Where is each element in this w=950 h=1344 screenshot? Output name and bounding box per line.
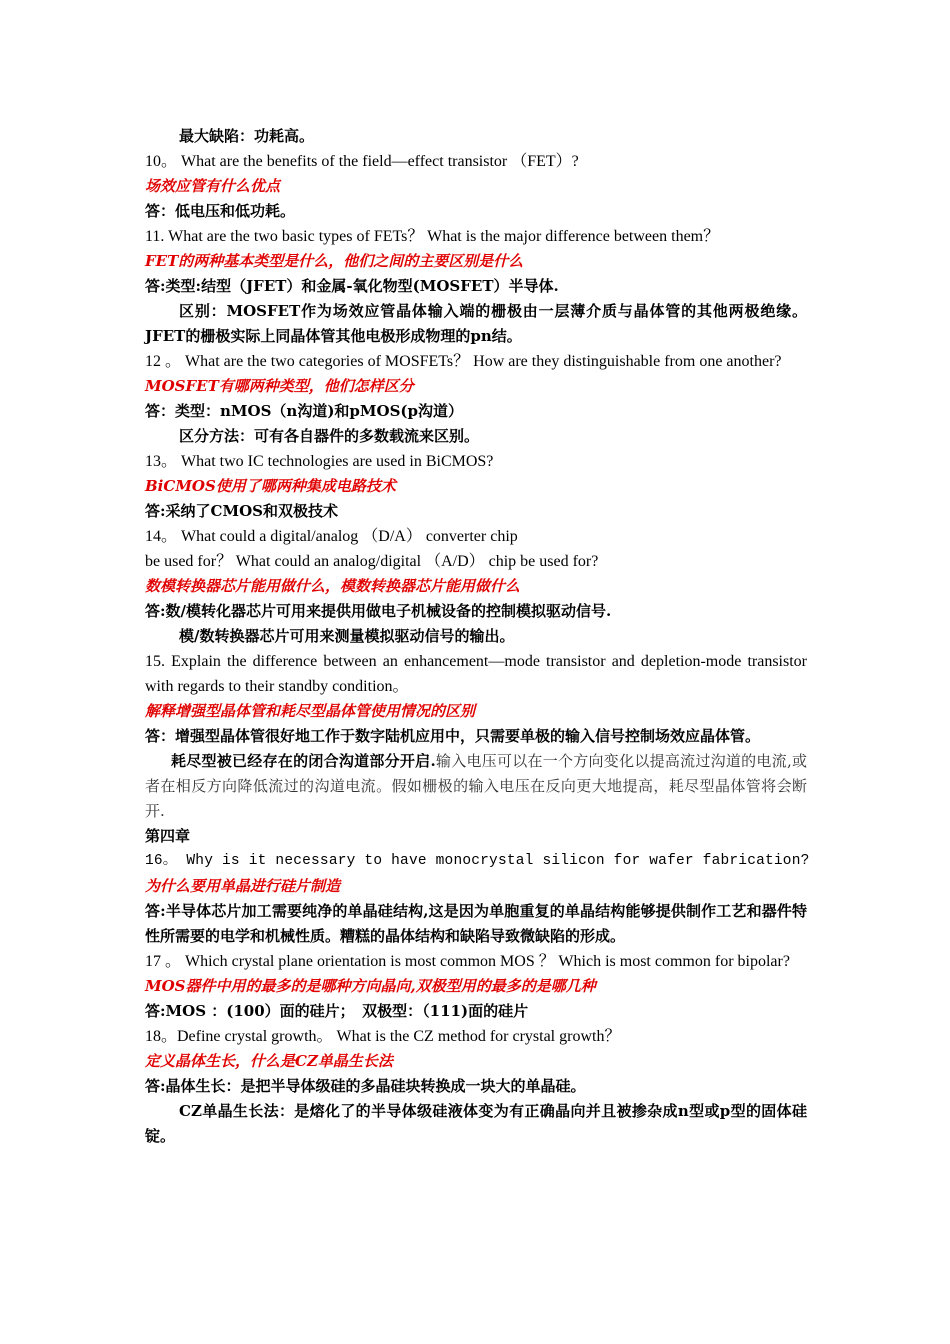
answer-14-ad: 模/数转换器芯片可用来测量模拟驱动信号的输出。 [179,627,515,645]
question-10-translation: 场效应管有什么优点 [145,177,281,195]
question-14-translation: 数模转换器芯片能用做什么，模数转换器芯片能用做什么 [145,577,521,595]
answer-11-types: 答:类型:结型（JFET）和金属-氧化物型(MOSFET）半导体. [145,277,559,295]
answer-18-growth: 答:晶体生长：是把半导体级硅的多晶硅块转换成一块大的单晶硅。 [145,1077,586,1095]
answer-15-depletion-lead: 耗尽型被已经存在的闭合沟道部分开启. [171,752,436,770]
question-17-translation: MOS器件中用的最多的是哪种方向晶向,双极型用的最多的是哪几种 [145,977,596,995]
question-18: 18。Define crystal growth。 What is the CZ method for crystal growth？ [145,1028,621,1045]
answer-12-types: 答：类型：nMOS（n沟道)和pMOS(p沟道） [145,402,463,420]
answer-14-da: 答:数/模转化器芯片可用来提供用做电子机械设备的控制模拟驱动信号. [145,602,612,620]
answer-18-cz: CZ单晶生长法：是熔化了的半导体级硅液体变为有正确晶向并且被掺杂成n型或p型的固体硅锭。 [145,1102,807,1145]
answer-13: 答:采纳了CMOS和双极技术 [145,502,338,520]
answer-15-depletion-rest: 输入电压可以在一个方向变化以提高流过沟道的电流,或者在相反方向降低流过的沟道电流。假如栅极的输入电压在反向更大地提高，耗尽型晶体管将会断开. [145,752,807,820]
question-16: 16。 Why is it necessary to have monocrystal silicon for wafer fabrication? [145,853,810,869]
question-12: 12 。 What are the two categories of MOSFETs？ How are they distinguishable from one another? [145,353,782,370]
answer-11-difference: 区别：MOSFET作为场效应管晶体输入端的栅极由一层薄介质与晶体管的其他两极绝缘。JFET的栅极实际上同晶体管其他电极形成物理的pn结。 [145,302,807,345]
chapter-heading: 第四章 [145,827,191,845]
question-11: 11. What are the two basic types of FETs？ What is the major difference between them？ [145,228,720,245]
question-15: 15. Explain the difference between an enhancement—mode transistor and depletion-mode transistor with regards to their standby condition。 [145,653,807,695]
question-13: 13。 What two IC technologies are used in BiCMOS? [145,453,494,470]
question-14-part2: be used for？ What could an analog/digital （A/D） chip be used for? [145,553,599,570]
answer-15-enhancement: 答：增强型晶体管很好地工作于数字陆机应用中，只需要单极的输入信号控制场效应晶体管。 [145,727,761,745]
question-17: 17 。 Which crystal plane orientation is most common MOS ？ Which is most common for bipolar? [145,953,790,970]
answer-17: 答:MOS ：(100）面的硅片； 双极型：（111)面的硅片 [145,1002,529,1020]
question-10: 10。 What are the benefits of the field—effect transistor （FET）? [145,153,579,170]
question-11-translation: FET的两种基本类型是什么，他们之间的主要区别是什么 [145,252,524,270]
question-15-translation: 解释增强型晶体管和耗尽型晶体管使用情况的区别 [145,702,476,720]
answer-12-method: 区分方法：可有各自器件的多数载流来区别。 [179,427,480,445]
question-14-part1: 14。 What could a digital/analog （D/A） converter chip [145,528,518,545]
question-12-translation: MOSFET有哪两种类型，他们怎样区分 [145,377,414,395]
question-16-translation: 为什么要用单晶进行硅片制造 [145,877,341,895]
document-page [145,124,810,1149]
answer-15-depletion [145,749,807,824]
question-18-translation: 定义晶体生长，什么是CZ单晶生长法 [145,1052,393,1070]
answer-16: 答:半导体芯片加工需要纯净的单晶硅结构,这是因为单胞重复的单晶结构能够提供制作工艺和器件特性所需要的电学和机械性质。糟糕的晶体结构和缺陷导致微缺陷的形成。 [145,902,807,945]
question-13-translation: BiCMOS使用了哪两种集成电路技术 [145,477,396,495]
answer-line: 最大缺陷：功耗高。 [179,127,315,145]
answer-10: 答：低电压和低功耗。 [145,202,296,220]
